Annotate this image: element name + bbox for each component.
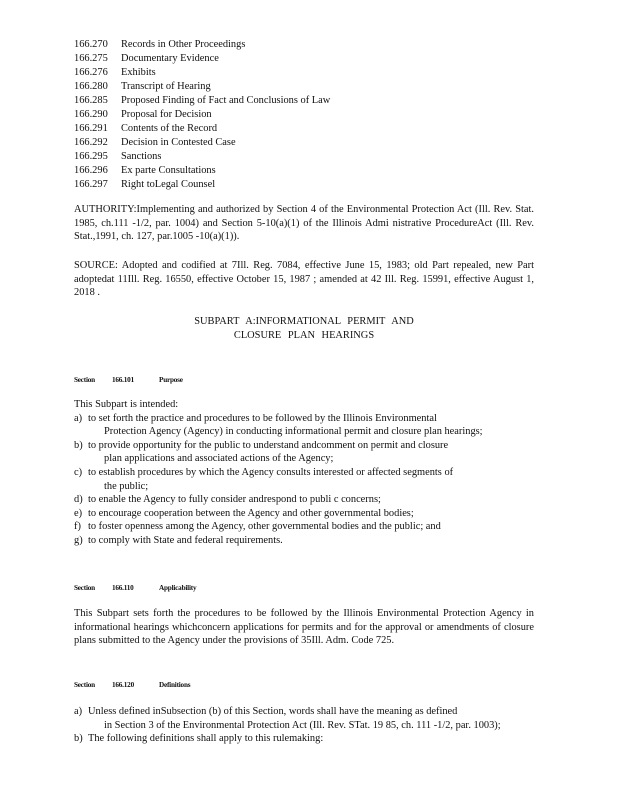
toc-number: 166.296 — [74, 165, 108, 176]
list-item-first-line: to set forth the practice and procedures to be followed by the Illinois Environmental — [88, 412, 437, 424]
section-label: Section — [74, 376, 95, 384]
source-paragraph: SOURCE: Adopted and codified at 7Ill. Reg. 7084, effective June 15, 1983; old Part repealed, new Part adoptedat 11Ill. Reg. 16550, effective October 15, 1987 ; amended at 42 Ill. Reg. 15991, effective August 1, 2018 . — [74, 260, 534, 299]
definitions-list — [74, 705, 536, 746]
toc-title: Sanctions — [121, 151, 162, 162]
list-item-label: d) — [74, 494, 83, 506]
list-item-first-line: to foster openness among the Agency, other governmental bodies and the public; and — [88, 521, 441, 533]
toc-row — [74, 108, 330, 122]
list-item-label: a) — [74, 706, 83, 717]
section-number: 166.120 — [112, 681, 134, 689]
list-item-text — [88, 439, 536, 466]
list-item-text — [88, 412, 536, 439]
toc-title: Right toLegal Counsel — [121, 179, 216, 190]
toc-number: 166.270 — [74, 39, 108, 50]
purpose-intro: This Subpart is intended: — [74, 399, 179, 410]
list-item-text — [88, 507, 536, 521]
toc-number: 166.292 — [74, 137, 108, 148]
toc-row — [74, 66, 330, 80]
applicability-paragraph: This Subpart sets forth the procedures to be followed by the Illinois Environmental Protection Agency in informational hearings whichconcern applications for permits and for the approval or amendments of closure plans submitted to the Agency under the provisions of 35Ill. Adm. Code 725. — [74, 608, 534, 647]
list-item-text — [88, 493, 536, 507]
list-item — [74, 534, 536, 548]
table-of-contents — [74, 38, 330, 192]
toc-row — [74, 150, 330, 164]
toc-number: 166.297 — [74, 179, 108, 190]
list-item-first-line: to establish procedures by which the Agency consults interested or affected segments of — [88, 466, 454, 478]
toc-title: Records in Other Proceedings — [121, 39, 246, 50]
list-item-continuation: in Section 3 of the Environmental Protection Act (Ill. Rev. STat. 19 85, ch. 111 -1/2, par. 1003); — [104, 719, 501, 731]
list-item-text — [88, 705, 536, 732]
subpart-heading-line2: CLOSURE PLAN HEARINGS — [233, 330, 375, 341]
list-item — [74, 466, 536, 493]
list-item-text — [88, 732, 536, 746]
list-item-label: b) — [74, 733, 83, 745]
toc-number: 166.275 — [74, 53, 108, 64]
section-title: Purpose — [159, 376, 183, 384]
list-item-label: a) — [74, 412, 83, 424]
toc-row — [74, 178, 330, 192]
subpart-heading — [74, 315, 534, 343]
list-item-continuation: Protection Agency (Agency) in conducting informational permit and closure plan hearings; — [104, 426, 483, 438]
list-item — [74, 507, 536, 521]
section-number: 166.101 — [112, 376, 134, 384]
section-label: Section — [74, 584, 95, 592]
toc-row — [74, 122, 330, 136]
section-heading-definitions — [74, 681, 190, 689]
list-item-label: b) — [74, 439, 83, 451]
list-item-first-line: to enable the Agency to fully consider andrespond to publi c concerns; — [88, 494, 381, 506]
list-item — [74, 493, 536, 507]
toc-row — [74, 164, 330, 178]
purpose-list — [74, 412, 536, 548]
toc-title: Proposed Finding of Fact and Conclusions of Law — [121, 95, 331, 106]
toc-title: Contents of the Record — [121, 123, 218, 134]
toc-number: 166.280 — [74, 81, 108, 92]
section-heading-purpose — [74, 376, 183, 384]
list-item-first-line: to provide opportunity for the public to understand andcomment on permit and closure — [88, 439, 449, 451]
toc-title: Decision in Contested Case — [121, 137, 236, 148]
toc-row — [74, 52, 330, 66]
list-item — [74, 732, 536, 746]
toc-title: Ex parte Consultations — [121, 165, 216, 176]
toc-row — [74, 94, 330, 108]
toc-row — [74, 80, 330, 94]
subpart-heading-line1: SUBPART A:INFORMATIONAL PERMIT AND — [194, 316, 414, 327]
toc-title: Documentary Evidence — [121, 53, 219, 64]
list-item — [74, 520, 536, 534]
list-item-label: e) — [74, 507, 83, 519]
toc-row — [74, 136, 330, 150]
section-heading-applicability — [74, 584, 196, 592]
list-item-continuation: plan applications and associated actions of the Agency; — [104, 453, 334, 465]
authority-paragraph: AUTHORITY:Implementing and authorized by Section 4 of the Environmental Protection Act (Ill. Rev. Stat. 1985, ch.111 -1/2, par. 1004) and Section 5-10(a)(1) of the Illinois Admi nistrative ProcedureAct (Ill. Rev. Stat.,1991, ch. 127, par.1005 -10(a)(1)). — [74, 204, 534, 243]
toc-number: 166.276 — [74, 67, 108, 78]
toc-title: Exhibits — [121, 67, 156, 78]
list-item — [74, 705, 536, 732]
toc-number: 166.291 — [74, 123, 108, 134]
list-item — [74, 439, 536, 466]
section-label: Section — [74, 681, 95, 689]
list-item-label: f) — [74, 521, 81, 533]
list-item — [74, 412, 536, 439]
list-item-text — [88, 520, 536, 534]
list-item-label: g) — [74, 534, 83, 546]
section-title: Applicability — [159, 584, 197, 592]
list-item-continuation: the public; — [104, 480, 149, 492]
list-item-first-line: Unless defined inSubsection (b) of this Section, words shall have the meaning as defined — [88, 706, 458, 717]
list-item-first-line: to comply with State and federal requirements. — [88, 534, 283, 546]
toc-row — [74, 38, 330, 52]
list-item-text — [88, 466, 536, 493]
toc-number: 166.285 — [74, 95, 108, 106]
list-item-text — [88, 534, 536, 548]
purpose-section — [74, 398, 536, 548]
list-item-label: c) — [74, 466, 83, 478]
list-item-first-line: The following definitions shall apply to this rulemaking: — [88, 733, 324, 745]
toc-title: Transcript of Hearing — [121, 81, 211, 92]
toc-number: 166.290 — [74, 109, 108, 120]
toc-title: Proposal for Decision — [121, 109, 212, 120]
section-title: Definitions — [159, 681, 191, 689]
section-number: 166.110 — [112, 584, 134, 592]
list-item-first-line: to encourage cooperation between the Agency and other governmental bodies; — [88, 507, 414, 519]
toc-number: 166.295 — [74, 151, 108, 162]
